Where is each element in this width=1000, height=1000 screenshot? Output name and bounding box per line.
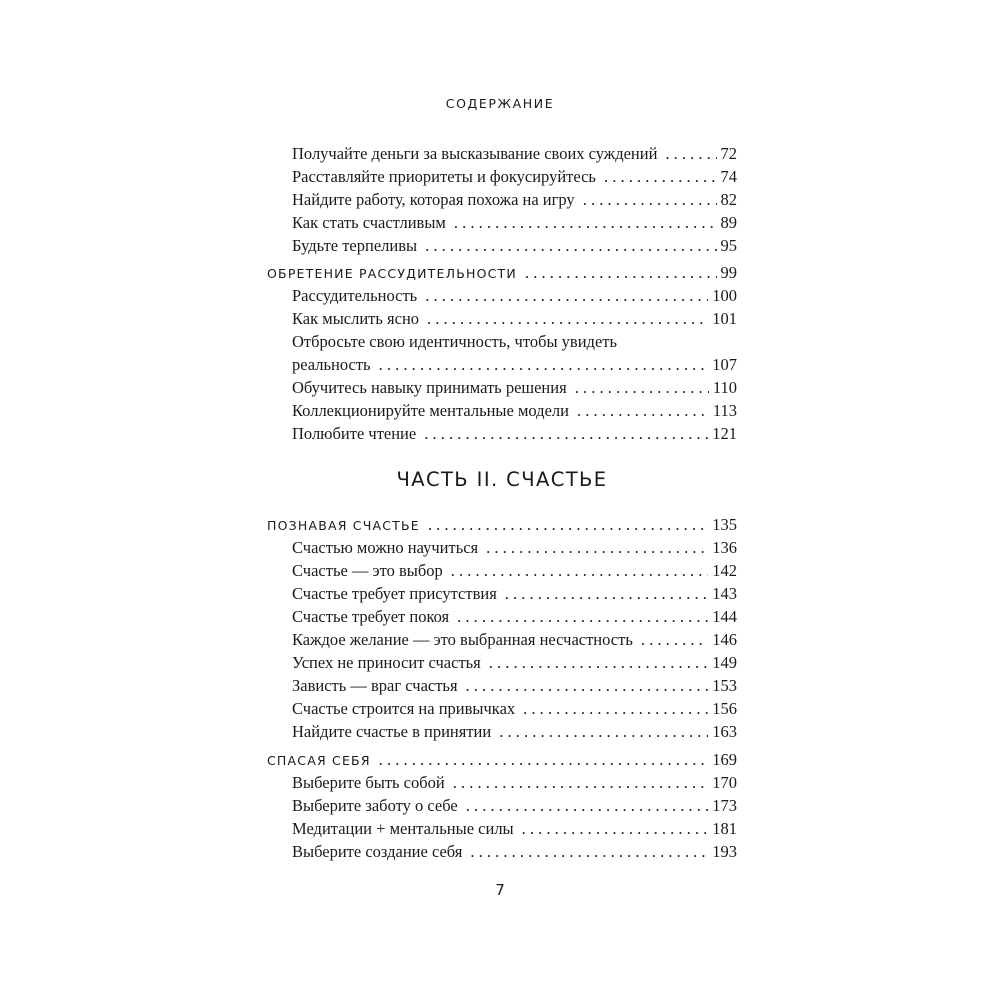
dot-leader <box>466 794 709 817</box>
toc-entry-title: Успех не приносит счастья <box>292 653 481 672</box>
toc-entry-title: Выберите быть собой <box>292 773 445 792</box>
dot-leader <box>583 188 717 211</box>
toc-entry-page: 136 <box>712 538 737 557</box>
dot-leader <box>505 582 708 605</box>
toc-entry-title: Коллекционируйте ментальные модели <box>292 401 569 420</box>
toc-entry-page: 193 <box>712 842 737 861</box>
dot-leader <box>457 605 708 628</box>
toc-section-title: ПОЗНАВАЯ СЧАСТЬЕ <box>267 518 420 533</box>
toc-entry-title: Обучитесь навыку принимать решения <box>292 378 567 397</box>
toc-entry-page: 95 <box>720 236 737 255</box>
toc-entry-page: 143 <box>712 584 737 603</box>
toc-entry-page: 107 <box>712 355 737 374</box>
toc-entry-title: Полюбите чтение <box>292 424 417 443</box>
toc-entry <box>267 559 737 582</box>
toc-entry-page: 113 <box>712 401 737 420</box>
toc-entry <box>267 422 737 445</box>
toc-entry-title: Счастью можно научиться <box>292 538 479 557</box>
toc-entry <box>267 840 737 863</box>
toc-entry <box>267 376 737 399</box>
toc-entry-page: 146 <box>712 630 737 649</box>
toc-entry-title: Каждое желание — это выбранная несчастность <box>292 630 633 649</box>
dot-leader <box>577 399 709 422</box>
toc-entry <box>267 794 737 817</box>
toc-entry <box>267 142 737 165</box>
dot-leader <box>470 840 708 863</box>
toc-entry-title: Выберите заботу о себе <box>292 796 458 815</box>
toc-entry-page: 170 <box>712 773 737 792</box>
dot-leader <box>425 284 708 307</box>
dot-leader <box>489 651 708 674</box>
toc-entry-page: 121 <box>712 424 737 443</box>
toc-entry <box>267 771 737 794</box>
dot-leader <box>428 513 708 536</box>
toc-section-page: 135 <box>712 515 737 534</box>
toc-entry <box>267 674 737 697</box>
dot-leader <box>486 536 708 559</box>
toc-entry-page: 72 <box>720 144 737 163</box>
toc-entry-title: Как мыслить ясно <box>292 309 420 328</box>
toc-entry-title: Счастье строится на привычках <box>292 699 516 718</box>
toc-entry-first-line <box>267 330 737 353</box>
dot-leader <box>379 748 709 771</box>
toc-entry-title: Найдите счастье в принятии <box>292 722 492 741</box>
toc-entry-page: 89 <box>720 213 737 232</box>
dot-leader <box>424 422 708 445</box>
toc-entry-page: 142 <box>712 561 737 580</box>
toc-entry-title: Расставляйте приоритеты и фокусируйтесь <box>292 167 596 186</box>
toc-entry-title: Отбросьте свою идентичность, чтобы увидеть <box>292 332 618 351</box>
dot-leader <box>523 697 708 720</box>
toc-entry <box>267 697 737 720</box>
dot-leader <box>525 261 717 284</box>
part-heading: ЧАСТЬ II. СЧАСТЬЕ <box>396 467 608 491</box>
toc-entry-page: 181 <box>712 819 737 838</box>
toc-entry-title-continued: реальность <box>292 355 371 374</box>
toc-entry-page: 101 <box>712 309 737 328</box>
toc-entry-title: Счастье требует покоя <box>292 607 450 626</box>
dot-leader <box>427 307 708 330</box>
toc-entry-page: 163 <box>712 722 737 741</box>
toc-entry-page: 173 <box>712 796 737 815</box>
table-of-contents <box>267 142 737 863</box>
toc-entry <box>267 628 737 651</box>
dot-leader <box>665 142 716 165</box>
toc-entry <box>267 399 737 422</box>
toc-section <box>267 261 737 284</box>
dot-leader <box>453 771 709 794</box>
toc-entry-title: Счастье — это выбор <box>292 561 443 580</box>
toc-entry-title: Найдите работу, которая похожа на игру <box>292 190 575 209</box>
toc-entry-page: 144 <box>712 607 737 626</box>
dot-leader <box>641 628 708 651</box>
toc-entry-page: 100 <box>712 286 737 305</box>
dot-leader <box>575 376 709 399</box>
toc-entry <box>267 536 737 559</box>
toc-entry-title: Получайте деньги за высказывание своих суждений <box>292 144 658 163</box>
page-number: 7 <box>495 881 505 899</box>
toc-entry-title: Медитации + ментальные силы <box>292 819 514 838</box>
toc-section-page: 169 <box>712 750 737 769</box>
toc-entry-title: Счастье требует присутствия <box>292 584 497 603</box>
toc-entry <box>267 353 737 376</box>
dot-leader <box>379 353 709 376</box>
toc-entry-title: Как стать счастливым <box>292 213 446 232</box>
toc-entry-title: Зависть — враг счастья <box>292 676 458 695</box>
dot-leader <box>425 234 716 257</box>
toc-entry-title: Выберите создание себя <box>292 842 463 861</box>
toc-section-title: СПАСАЯ СЕБЯ <box>267 753 371 768</box>
toc-entry <box>267 582 737 605</box>
toc-entry-page: 149 <box>712 653 737 672</box>
toc-entry <box>267 188 737 211</box>
toc-entry <box>267 284 737 307</box>
dot-leader <box>466 674 709 697</box>
toc-section-page: 99 <box>720 263 737 282</box>
toc-entry <box>267 651 737 674</box>
dot-leader <box>499 720 708 743</box>
toc-entry <box>267 817 737 840</box>
toc-entry-page: 110 <box>712 378 737 397</box>
running-head: СОДЕРЖАНИЕ <box>445 96 555 111</box>
dot-leader <box>522 817 709 840</box>
toc-entry-page: 82 <box>720 190 737 209</box>
toc-section <box>267 748 737 771</box>
dot-leader <box>454 211 717 234</box>
toc-entry <box>267 605 737 628</box>
toc-entry-title: Будьте терпеливы <box>292 236 418 255</box>
dot-leader <box>451 559 708 582</box>
toc-section <box>267 513 737 536</box>
toc-entry <box>267 211 737 234</box>
toc-entry <box>267 720 737 743</box>
toc-entry <box>267 307 737 330</box>
toc-entry-page: 153 <box>712 676 737 695</box>
toc-entry-title: Рассудительность <box>292 286 418 305</box>
dot-leader <box>604 165 717 188</box>
toc-entry-page: 74 <box>720 167 737 186</box>
toc-entry-page: 156 <box>712 699 737 718</box>
toc-entry <box>267 165 737 188</box>
toc-entry <box>267 234 737 257</box>
toc-section-title: ОБРЕТЕНИЕ РАССУДИТЕЛЬНОСТИ <box>267 266 517 281</box>
